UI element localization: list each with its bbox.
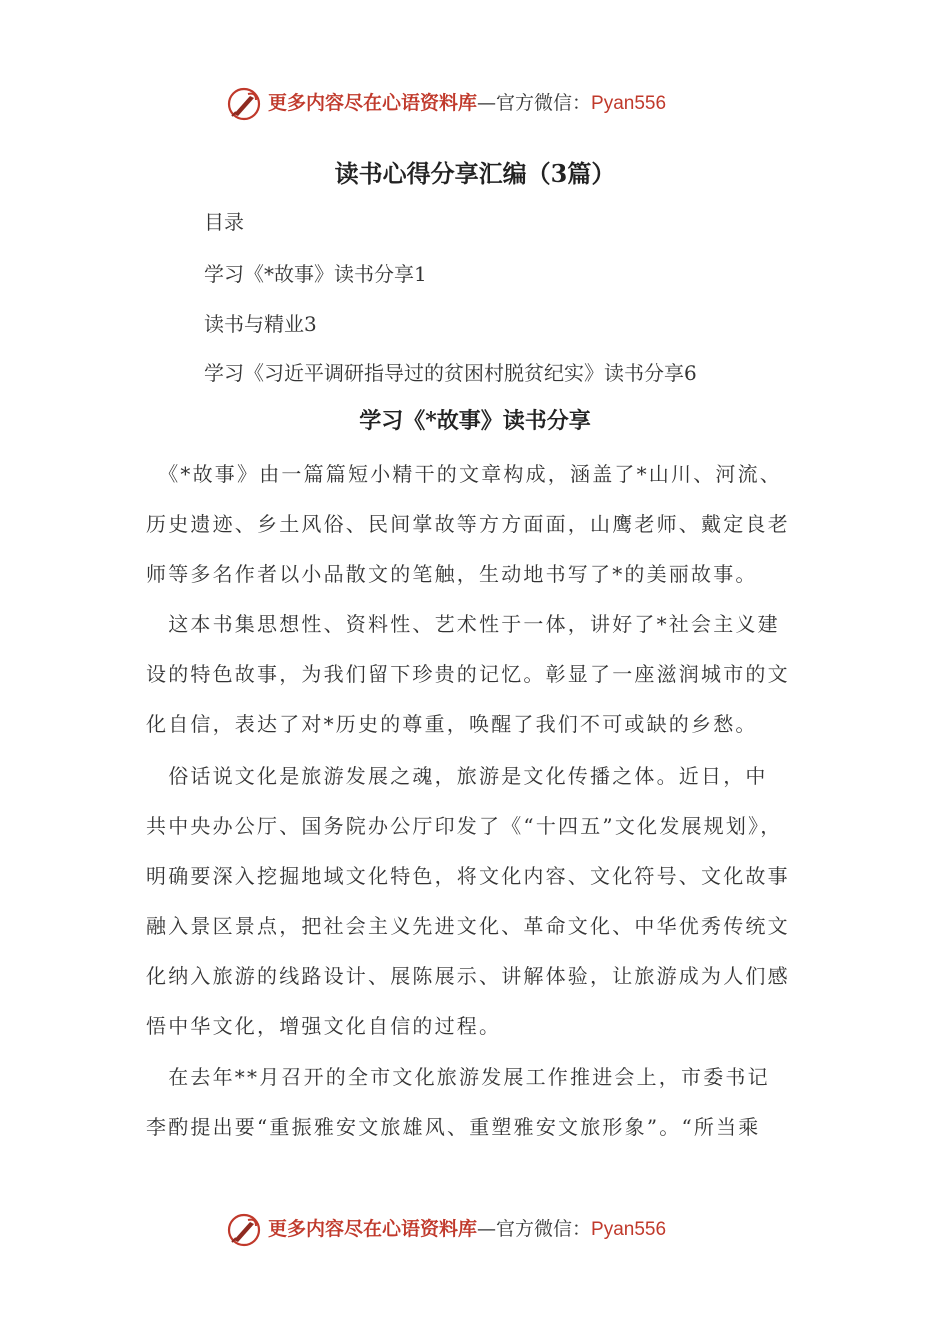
watermark-label: 官方微信： [496, 1218, 592, 1240]
body-line: 在去年**月召开的全市文化旅游发展工作推进会上，市委书记 [146, 1065, 770, 1089]
body-line: 悟中华文化，增强文化自信的过程。 [146, 1014, 502, 1038]
body-line: 师等多名作者以小品散文的笔触，生动地书写了*的美丽故事。 [146, 562, 758, 586]
body-line: 明确要深入挖掘地域文化特色，将文化内容、文化符号、文化故事 [146, 864, 790, 888]
quill-logo-icon [226, 86, 262, 122]
body-line: 化纳入旅游的线路设计、展陈展示、讲解体验，让旅游成为人们感 [146, 964, 790, 988]
footer-watermark [0, 1210, 950, 1250]
toc-item-3: 学习《习近平调研指导过的贫困村脱贫纪实》读书分享6 [204, 361, 697, 385]
quill-logo-icon [226, 1212, 262, 1248]
watermark-label: 官方微信： [496, 92, 592, 114]
watermark-brand: 更多内容尽在心语资料库 [268, 92, 478, 114]
body-line: 历史遗迹、乡土风俗、民间掌故等方方面面，山鹰老师、戴定良老 [146, 512, 790, 536]
body-line: 化自信，表达了对*历史的尊重，唤醒了我们不可或缺的乡愁。 [146, 712, 758, 736]
watermark-brand: 更多内容尽在心语资料库 [268, 1218, 478, 1240]
toc-item-2: 读书与精业3 [204, 312, 317, 336]
body-line: 《*故事》由一篇篇短小精干的文章构成，涵盖了*山川、河流、 [146, 462, 782, 486]
watermark-wechat-id: Pyan556 [591, 93, 667, 114]
header-watermark [0, 84, 950, 124]
watermark-dash: — [477, 1218, 497, 1240]
toc-heading: 目录 [204, 210, 244, 234]
body-line: 共中央办公厅、国务院办公厅印发了《“十四五”文化发展规划》， [146, 814, 783, 838]
body-line: 这本书集思想性、资料性、艺术性于一体，讲好了*社会主义建 [146, 612, 780, 636]
body-line: 李酌提出要“重振雅安文旅雄风、重塑雅安文旅形象”。“所当乘 [146, 1115, 761, 1139]
section-title: 学习《*故事》读书分享 [359, 408, 591, 434]
toc-item-1: 学习《*故事》读书分享1 [204, 262, 427, 286]
watermark-wechat-id: Pyan556 [591, 1219, 667, 1240]
body-line: 设的特色故事，为我们留下珍贵的记忆。彰显了一座滋润城市的文 [146, 662, 790, 686]
body-line: 融入景区景点，把社会主义先进文化、革命文化、中华优秀传统文 [146, 914, 790, 938]
watermark-dash: — [477, 92, 497, 114]
body-line: 俗话说文化是旅游发展之魂，旅游是文化传播之体。近日，中 [146, 764, 768, 788]
document-title: 读书心得分享汇编（3篇） [334, 159, 616, 188]
